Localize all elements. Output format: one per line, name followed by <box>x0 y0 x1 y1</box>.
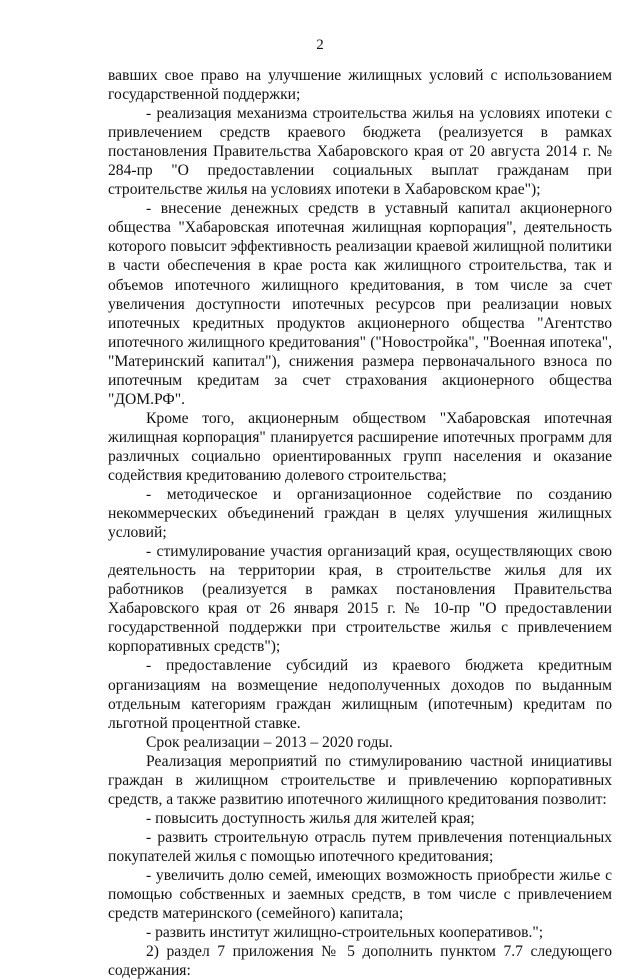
paragraph: - стимулирование участия организаций края, осуществляющих свою деятельность на территории края, в строительстве жилья для их работников (реализуется в рамках постановления Правительства Хабаровского края от 26 января 2015 г. № 10-пр "О предоставлении государственной поддержки при строительстве жилья с привлечением корпоративных средств"); <box>108 543 612 656</box>
paragraph: - реализация механизма строительства жилья на условиях ипотеки с привлечением средств краевого бюджета (реализуется в рамках постановления Правительства Хабаровского края от 20 августа 2014 г. № 284-пр "О предоставлении социальных выплат гражданам при строительстве жилья на условиях ипотеки в Хабаровском крае"); <box>108 105 612 199</box>
paragraph: - методическое и организационное содействие по созданию некоммерческих объединений граждан в целях улучшения жилищных условий; <box>108 486 612 542</box>
paragraph: Срок реализации – 2013 – 2020 годы. <box>146 733 393 751</box>
paragraph: Реализация мероприятий по стимулированию частной инициативы граждан в жилищном строительстве и привлечению корпоративных средств, а также развитию ипотечного жилищного кредитования позволит: <box>108 752 612 808</box>
paragraph: Кроме того, акционерным обществом "Хабаровская ипотечная жилищная корпорация" планируется расширение ипотечных программ для различных социально ориентированных групп населения и оказание содействия кредитованию долевого строительства; <box>108 409 612 484</box>
document-body <box>108 66 612 980</box>
paragraph: 2) раздел 7 приложения № 5 дополнить пунктом 7.7 следующего содержания: <box>108 943 612 980</box>
paragraph: - увеличить долю семей, имеющих возможность приобрести жилье с помощью собственных и заемных средств, в том числе с привлечением средств материнского (семейного) капитала; <box>108 866 612 923</box>
paragraph: - внесение денежных средств в уставный капитал акционерного общества "Хабаровская ипотечная жилищная корпорация", деятельность которого повысит эффективность реализации краевой жилищной политики в части обеспечения в крае роста как жилищного строительства, так и объемов ипотечного жилищного кредитования, в том числе за счет увеличения доступности ипотечных ресурсов при реализации новых ипотечных кредитных продуктов акционерного общества "Агентство ипотечного жилищного кредитования" ("Новостройка", "Военная ипотека", "Материнский капитал"), снижения размера первоначального взноса по ипотечным кредитам за счет страхования акционерного общества "ДОМ.РФ". <box>108 200 612 408</box>
page-number: 2 <box>316 37 324 53</box>
paragraph: - развить институт жилищно-строительных кооперативов."; <box>146 924 544 942</box>
paragraph: вавших свое право на улучшение жилищных условий с использованием государственной поддержки; <box>108 67 612 104</box>
paragraph: - предоставление субсидий из краевого бюджета кредитным организациям на возмещение недополученных доходов по выданным отдельным категориям граждан жилищным (ипотечным) кредитам по льготной процентной ставке. <box>108 657 612 732</box>
paragraph: - повысить доступность жилья для жителей края; <box>146 809 475 827</box>
paragraph: - развить строительную отрасль путем привлечения потенциальных покупателей жилья с помощью ипотечного кредитования; <box>108 828 612 865</box>
